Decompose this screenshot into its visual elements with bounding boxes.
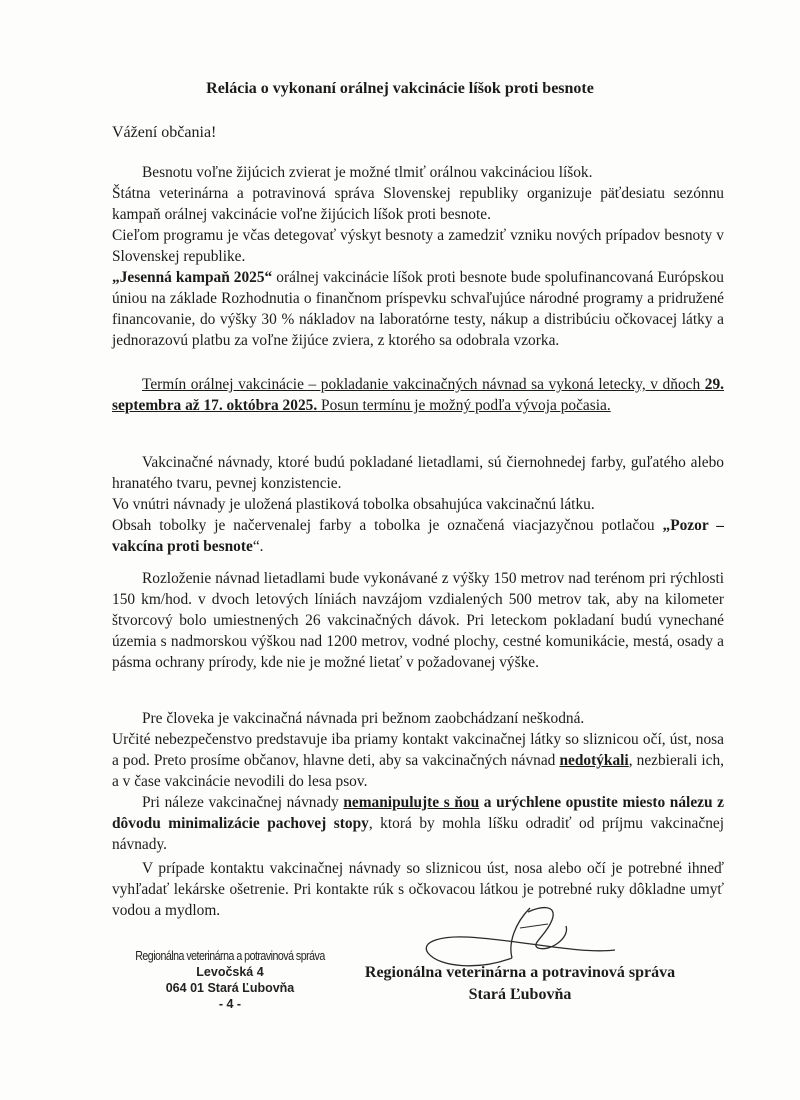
bait-line-3 [112,515,724,557]
paragraph-schedule [112,374,724,416]
document-title: Relácia o vykonaní orálnej vakcinácie líšok proti besnote [206,80,594,97]
paragraph-distribution: Rozloženie návnad lietadlami bude vykonávané z výšky 150 metrov nad terénom pri rýchlosti 150 km/hod. v dvoch letových líniách navzájom vzdialených 500 metrov tak, aby na kilometer štvorcový bolo umiestnených 26 vakcinačných dávok. Pri leteckom pokladaní budú vynechané územia s nadmorskou výškou nad 1200 metrov, vodné plochy, cestné komunikácie, mestá, osady a pásma ochrany prírody, kde nie je možné lietať v požadovanej výške. [112,570,724,671]
stamp-line-4: - 4 - [218,997,242,1011]
intro-line-3: Cieľom programu je včas detegovať výskyt besnoty a zamedziť vzniku nových prípadov besnoty v Slovenskej republike. [112,227,724,265]
paragraph-bait-description [112,452,724,557]
safety-do-not-handle: nemanipulujte s ňou [343,794,480,811]
stamp-line-3: 064 01 Stará Ľubovňa [165,981,295,995]
bait-line-1: Vakcinačné návnady, ktoré budú pokladané lietadlami, sú čiernohnedej farby, guľatého alebo hranatého tvaru, pevnej konzistencie. [112,454,724,492]
safety-leave-place: a urýchlene opustite miesto nálezu z dôvodu minimalizácie pachovej stopy [112,794,724,832]
safety-line-2 [112,729,724,792]
schedule-text-c: Posun termínu je možný podľa vývoja počasia. [317,397,611,414]
schedule-text-a: Termín orálnej vakcinácie – pokladanie vakcinačných návnad sa vykoná letecky, v dňoch [142,376,705,393]
intro-line-4 [112,267,724,351]
safety-line-1: Pre človeka je vakcinačná návnada pri bežnom zaobchádzaní neškodná. [142,710,585,727]
paragraph-contact: V prípade kontaktu vakcinačnej návnady so sliznicou úst, nosa alebo očí je potrebné ihneď vyhľadať lekárske ošetrenie. Pri kontakte rúk s očkovacou látkou je potrebné ruky dôkladne umyť vodou a mydlom. [112,860,724,919]
safety-warning-text: Určité nebezpečenstvo predstavuje iba priamy kontakt vakcinačnej látky so sliznicou očí, úst, nosa a pod. Preto prosíme občanov, hlavne deti, aby sa vakcinačných návnad [112,731,724,769]
bait-capsule-print: „Pozor – vakcína proti besnote [112,517,725,555]
safety-do-not-touch: nedotýkali [559,752,629,769]
intro-line-1: Besnotu voľne žijúcich zvierat je možné tlmiť orálnou vakcináciou líšok. [142,164,593,181]
safety-warning-end: , nezbierali ich, a v čase vakcinácie nevodili do lesa psov. [112,752,724,790]
campaign-name: „Jesenná kampaň 2025“ [112,269,273,286]
signature-block [330,962,710,1006]
stamp-line-2: Levočská 4 [196,965,264,979]
schedule-dates: 29. septembra až 17. októbra 2025. [112,376,724,414]
campaign-text: orálnej vakcinácie líšok proti besnote bude spolufinancovaná Európskou úniou na základe Rozhodnutia o finančnom príspevku schvaľujúce národné programy a pridružené financovanie, do výšky 30 % nákladov na laboratórne testy, nákup a distribúciu očkovacej látky a jednorazovú platbu za voľne žijúce zviera, z ktorého sa odobrala vzorka. [112,269,725,349]
safety-find-end: , ktorá by mohla líšku odradiť od príjmu vakcinačnej návnady. [112,815,724,853]
stamp-line-1: Regionálna veterinárna a potravinová správa [135,949,325,963]
office-stamp [118,948,342,1012]
bait-capsule-end: “. [252,538,264,555]
bait-line-2: Vo vnútri návnady je uložená plastiková tobolka obsahujúca vakcinačnú látku. [112,496,595,513]
greeting: Vážení občania! [112,124,217,141]
safety-line-3 [112,792,724,855]
safety-find-text: Pri náleze vakcinačnej návnady [142,794,344,811]
signature-city: Stará Ľubovňa [468,986,572,1003]
intro-line-2: Štátna veterinárna a potravinová správa Slovenskej republiky organizuje päťdesiatu sezónnu kampaň orálnej vakcinácie voľne žijúcich líšok proti besnote. [112,185,724,223]
paragraph-intro [112,162,724,351]
bait-capsule-text: Obsah tobolky je načervenalej farby a tobolka je označená viacjazyčnou potlačou [112,517,663,534]
signature-org: Regionálna veterinárna a potravinová správa [364,964,676,981]
paragraph-safety [112,708,724,855]
